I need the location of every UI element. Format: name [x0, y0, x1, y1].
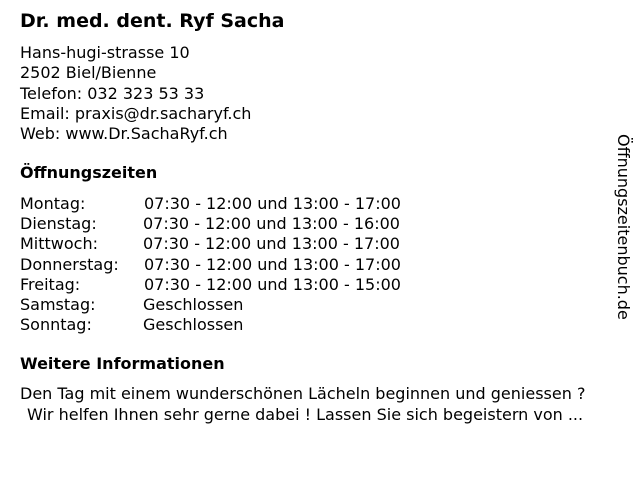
hours-day: Donnerstag:: [20, 254, 119, 274]
hours-day: Montag:: [20, 194, 86, 213]
hours-time: 07:30 - 12:00 und 13:00 - 15:00: [144, 274, 401, 294]
hours-day: Mittwoch:: [20, 234, 98, 254]
hours-time: 07:30 - 12:00 und 13:00 - 16:00: [143, 214, 400, 234]
hours-day: Dienstag:: [20, 214, 97, 234]
city-address: 2502 Biel/Bienne: [20, 63, 157, 83]
hours-day: Sonntag:: [20, 315, 92, 335]
practice-name: Dr. med. dent. Ryf Sacha: [20, 10, 285, 32]
opening-hours-heading: Öffnungszeiten: [20, 163, 158, 182]
info-line: Den Tag mit einem wunderschönen Lächeln beginnen und geniessen ?: [20, 384, 586, 403]
hours-day: Samstag:: [20, 294, 96, 314]
contact-block: [20, 43, 251, 144]
hours-day: Freitag:: [20, 274, 81, 294]
info-line: Wir helfen Ihnen sehr gerne dabei ! Lassen Sie sich begeistern von ...: [27, 404, 584, 424]
hours-time: 07:30 - 12:00 und 13:00 - 17:00: [144, 194, 401, 213]
hours-time: 07:30 - 12:00 und 13:00 - 17:00: [144, 254, 401, 274]
email-address: Email: praxis@dr.sacharyf.ch: [20, 103, 252, 123]
site-watermark: Öffnungszeitenbuch.de: [614, 134, 633, 320]
hours-time: Geschlossen: [143, 315, 244, 335]
street-address: Hans-hugi-strasse 10: [20, 43, 190, 62]
hours-time: 07:30 - 12:00 und 13:00 - 17:00: [143, 234, 400, 254]
website: Web: www.Dr.SachaRyf.ch: [20, 124, 228, 143]
phone-number: Telefon: 032 323 53 33: [20, 83, 205, 103]
further-info-heading: Weitere Informationen: [20, 354, 225, 373]
hours-time: Geschlossen: [143, 294, 244, 314]
further-info-text: [20, 384, 585, 425]
